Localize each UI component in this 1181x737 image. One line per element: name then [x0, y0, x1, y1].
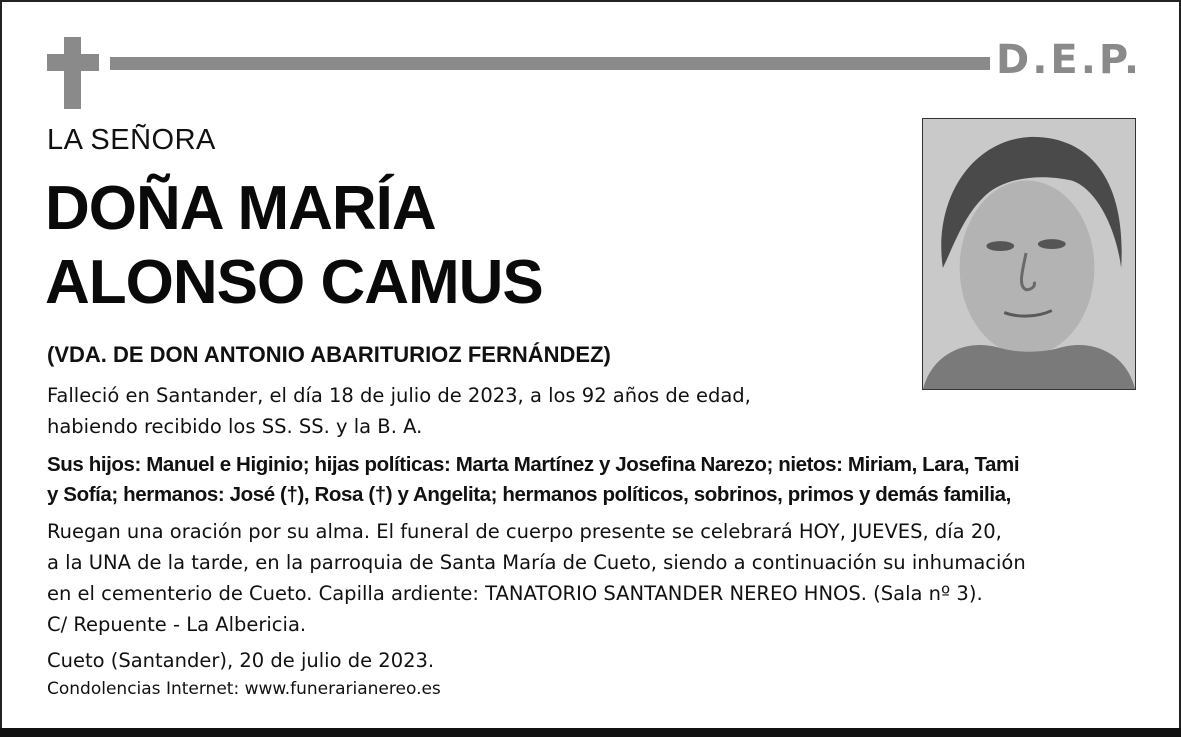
funeral-line-4: C/ Repuente - La Albericia. [47, 613, 307, 636]
funeral-line-2: a la UNA de la tarde, en la parroquia de Santa María de Cueto, siendo a continuación su inhumación [47, 551, 1026, 574]
family-line-1: Sus hijos: Manuel e Higinio; hijas políticas: Marta Martínez y Josefina Narezo; nietos: Miriam, Lara, Tami [47, 453, 1020, 476]
header-rule [110, 57, 990, 70]
family-list [47, 450, 1142, 510]
name-line-2: ALONSO CAMUS [45, 248, 543, 317]
bottom-border [0, 728, 1181, 737]
name-line-1: DOÑA MARÍA [45, 174, 436, 243]
title-prefix: LA SEÑORA [47, 124, 216, 156]
death-details [47, 380, 867, 442]
condolences-url: Condolencias Internet: www.funerarianereo.es [47, 679, 441, 699]
portrait-illustration [923, 119, 1135, 389]
death-line-2: habiendo recibido los SS. SS. y la B. A. [47, 415, 423, 438]
funeral-line-3: en el cementerio de Cueto. Capilla ardiente: TANATORIO SANTANDER NEREO HNOS. (Sala nº 3). [47, 582, 983, 605]
widow-of: (VDA. DE DON ANTONIO ABARITURIOZ FERNÁNDEZ) [47, 342, 611, 367]
funeral-line-1: Ruegan una oración por su alma. El funeral de cuerpo presente se celebrará HOY, JUEVES, día 20, [47, 520, 1002, 543]
funeral-details [47, 516, 1147, 640]
dep-label: D.E.P. [996, 37, 1143, 83]
death-line-1: Falleció en Santander, el día 18 de julio de 2023, a los 92 años de edad, [47, 384, 751, 407]
family-line-2: y Sofía; hermanos: José (†), Rosa (†) y Angelita; hermanos políticos, sobrinos, primos y demás familia, [47, 483, 1011, 506]
portrait-photo [922, 118, 1136, 390]
cross-icon [47, 37, 99, 109]
deceased-name [45, 172, 543, 320]
place-date: Cueto (Santander), 20 de julio de 2023. [47, 649, 435, 672]
